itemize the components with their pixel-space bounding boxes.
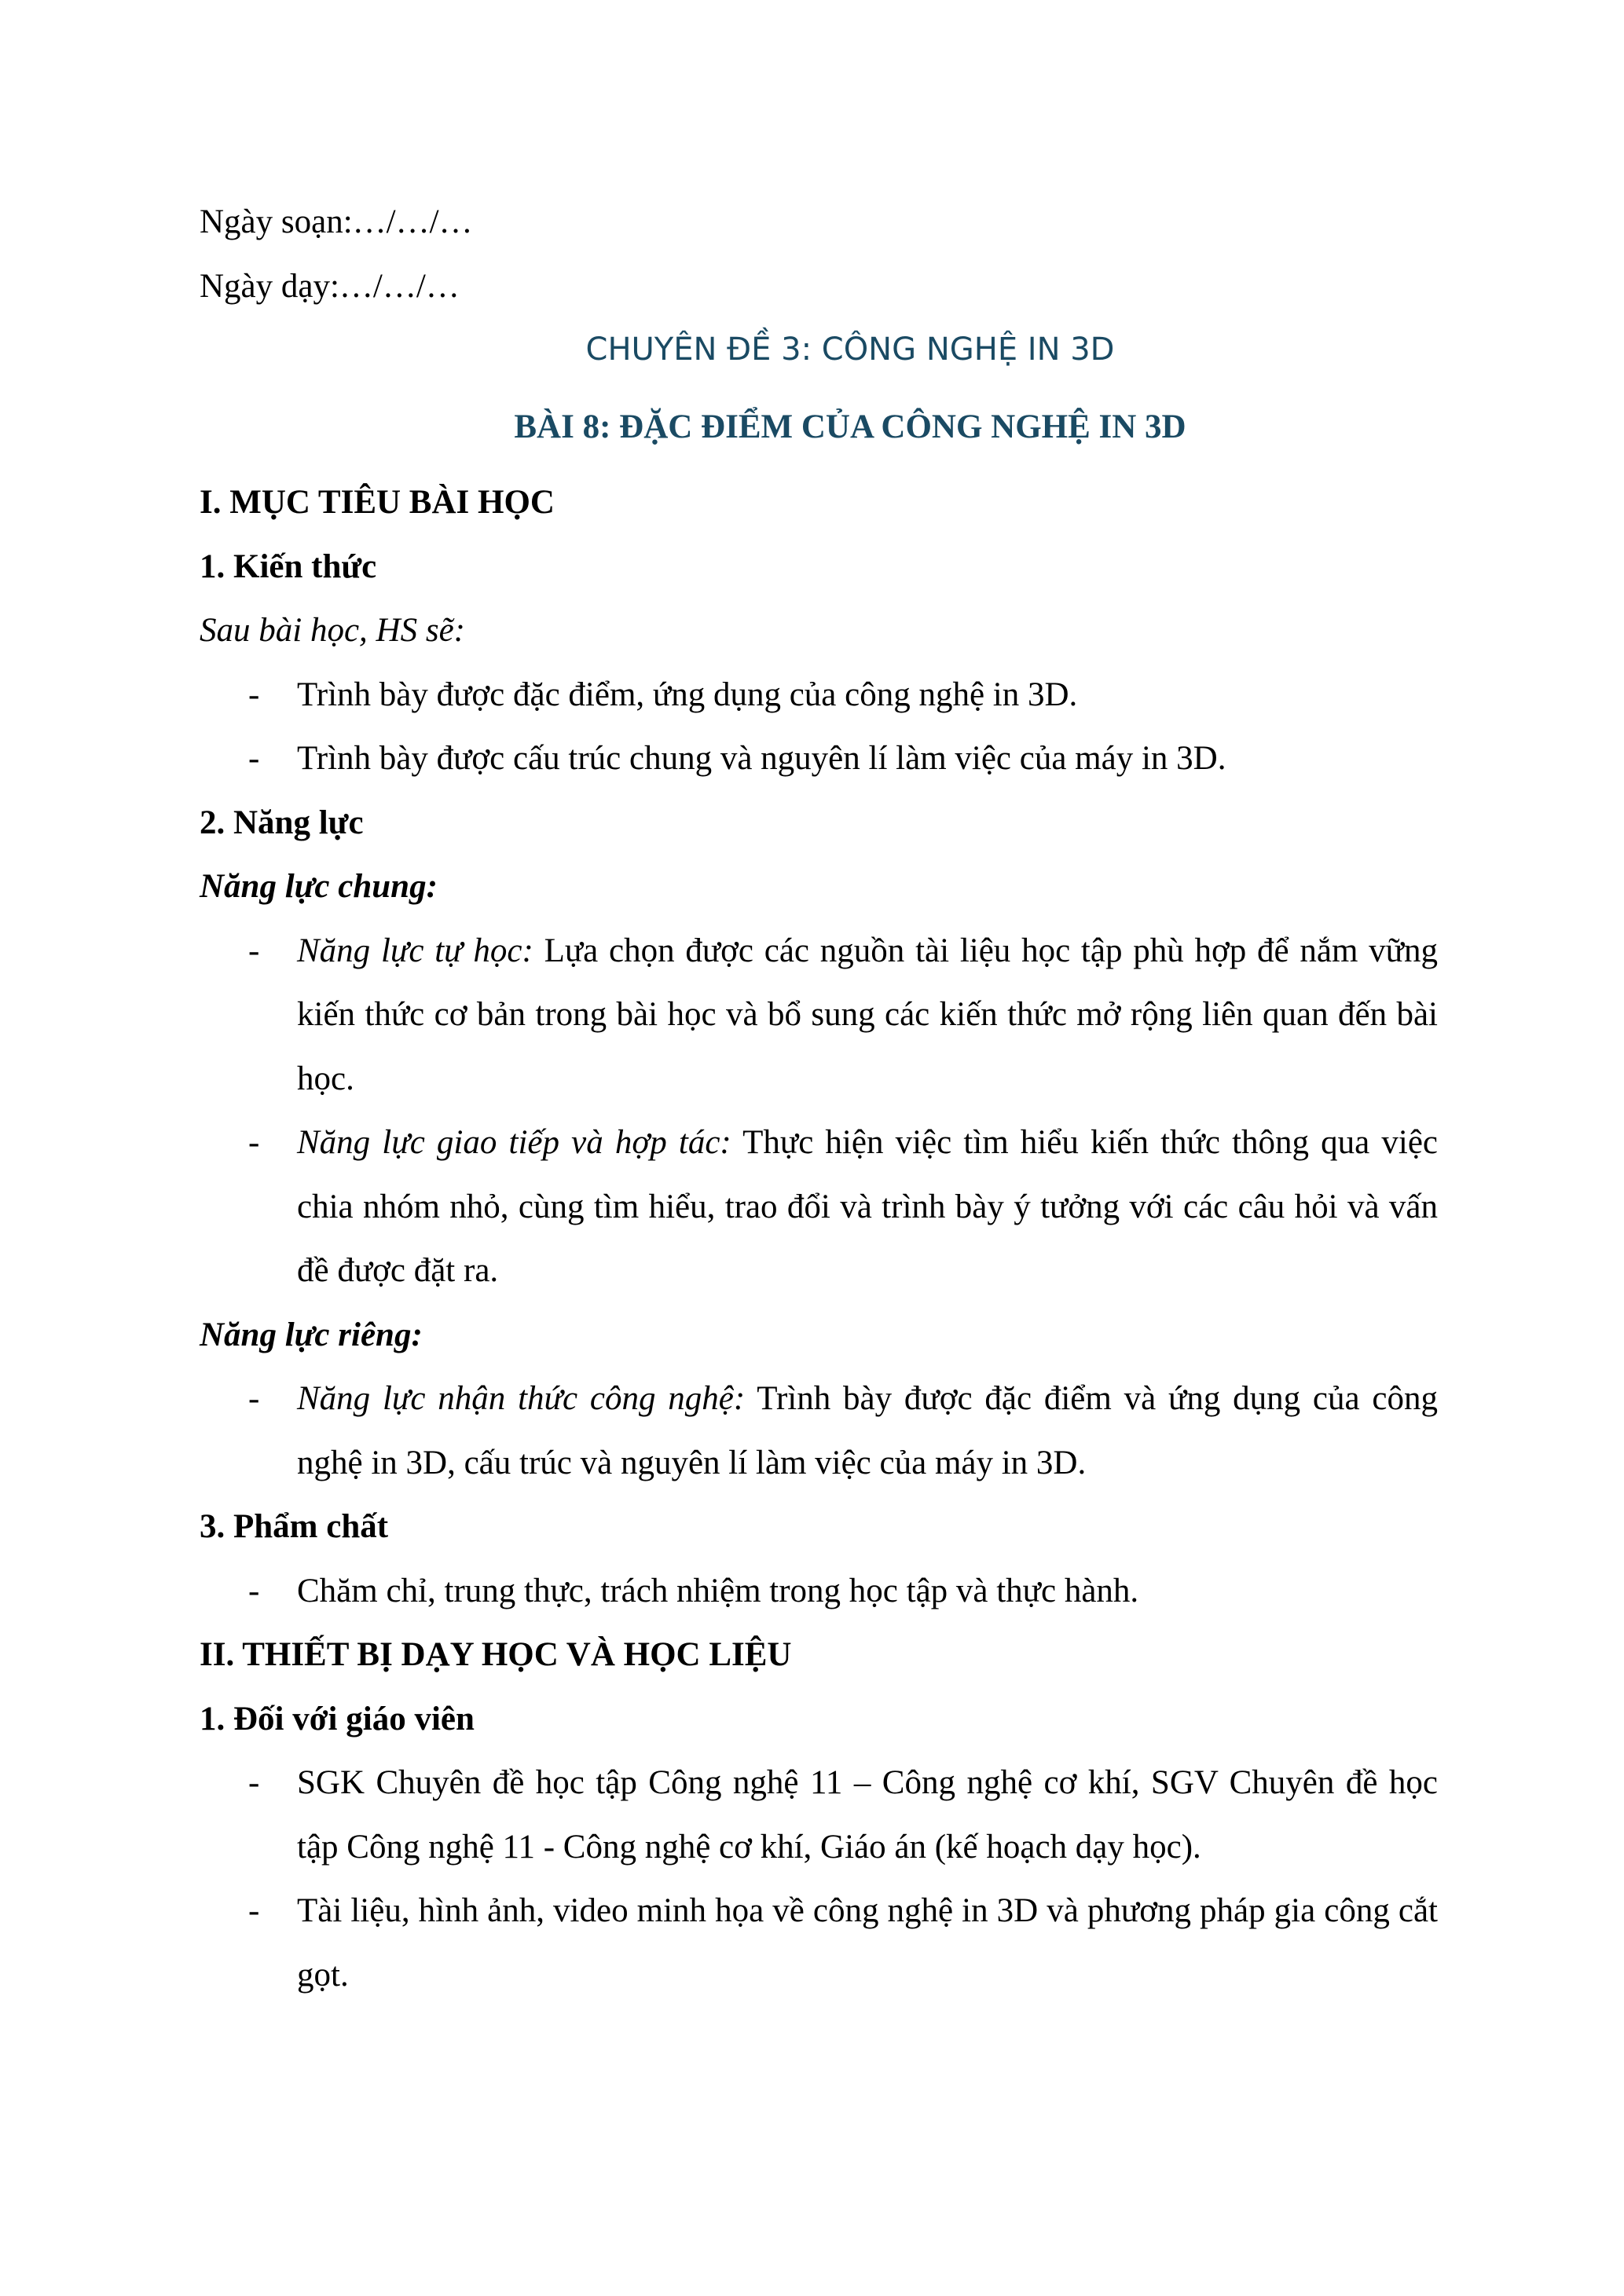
item-label: Năng lực giao tiếp và hợp tác:	[297, 1124, 731, 1161]
bullet-dash: -	[248, 932, 260, 969]
bullet-dash: -	[248, 1572, 260, 1609]
section-1-heading: I. MỤC TIÊU BÀI HỌC	[200, 484, 555, 521]
teacher-heading: 1. Đối với giáo viên	[200, 1700, 475, 1738]
item-text: Trình bày được cấu trúc chung và nguyên lí làm việc của máy in 3D.	[297, 740, 1226, 777]
bullet-dash: -	[248, 1124, 260, 1161]
section-2-heading: II. THIẾT BỊ DẠY HỌC VÀ HỌC LIỆU	[200, 1636, 792, 1673]
specific-competence-heading: Năng lực riêng:	[200, 1316, 423, 1353]
item-text: Lựa chọn được các nguồn tài liệu học tập phù hợp để nắm vững kiến thức cơ bản trong bài học và bổ sung các kiến thức mở rộng liên quan đến bài học.	[297, 932, 1438, 1097]
item-text: Chăm chỉ, trung thực, trách nhiệm trong học tập và thực hành.	[297, 1572, 1139, 1609]
competence-heading: 2. Năng lực	[200, 804, 364, 841]
list-item	[200, 1751, 1438, 1879]
item-label: Năng lực tự học:	[297, 932, 533, 969]
item-text: SGK Chuyên đề học tập Công nghệ 11 – Công nghệ cơ khí, SGV Chuyên đề học tập Công nghệ 11 - Công nghệ cơ khí, Giáo án (kế hoạch dạy học).	[297, 1764, 1438, 1866]
date-prepared: Ngày soạn:…/…/…	[200, 203, 473, 240]
bullet-dash: -	[248, 676, 260, 713]
topic-title: CHUYÊN ĐỀ 3: CÔNG NGHỆ IN 3D	[585, 331, 1115, 368]
list-item	[200, 663, 1438, 727]
date-taught: Ngày dạy:…/…/…	[200, 267, 460, 305]
knowledge-intro: Sau bài học, HS sẽ:	[200, 612, 465, 649]
list-item	[200, 1559, 1438, 1624]
item-text: Tài liệu, hình ảnh, video minh họa về công nghệ in 3D và phương pháp gia công cắt gọt.	[297, 1892, 1438, 1994]
bullet-dash: -	[248, 740, 260, 777]
list-item	[200, 1879, 1438, 2007]
lesson-title: BÀI 8: ĐẶC ĐIỂM CỦA CÔNG NGHỆ IN 3D	[514, 408, 1186, 445]
item-text: Thực hiện việc tìm hiểu kiến thức thông qua việc chia nhóm nhỏ, cùng tìm hiểu, trao đổi và trình bày ý tưởng với các câu hỏi và vấn đề được đặt ra.	[297, 1124, 1438, 1289]
bullet-dash: -	[248, 1764, 260, 1801]
list-item	[200, 919, 1438, 1111]
bullet-dash: -	[248, 1380, 260, 1417]
bullet-dash: -	[248, 1892, 260, 1929]
general-competence-heading: Năng lực chung:	[200, 868, 438, 905]
list-item	[200, 727, 1438, 791]
item-label: Năng lực nhận thức công nghệ:	[297, 1380, 746, 1417]
list-item	[200, 1111, 1438, 1303]
quality-heading: 3. Phẩm chất	[200, 1508, 389, 1545]
knowledge-heading: 1. Kiến thức	[200, 547, 377, 585]
item-text: Trình bày được đặc điểm, ứng dụng của công nghệ in 3D.	[297, 676, 1078, 713]
list-item	[200, 1367, 1438, 1495]
document-page	[200, 190, 1438, 2007]
item-text: Trình bày được đặc điểm và ứng dụng của công nghệ in 3D, cấu trúc và nguyên lí làm việc của máy in 3D.	[297, 1380, 1438, 1481]
